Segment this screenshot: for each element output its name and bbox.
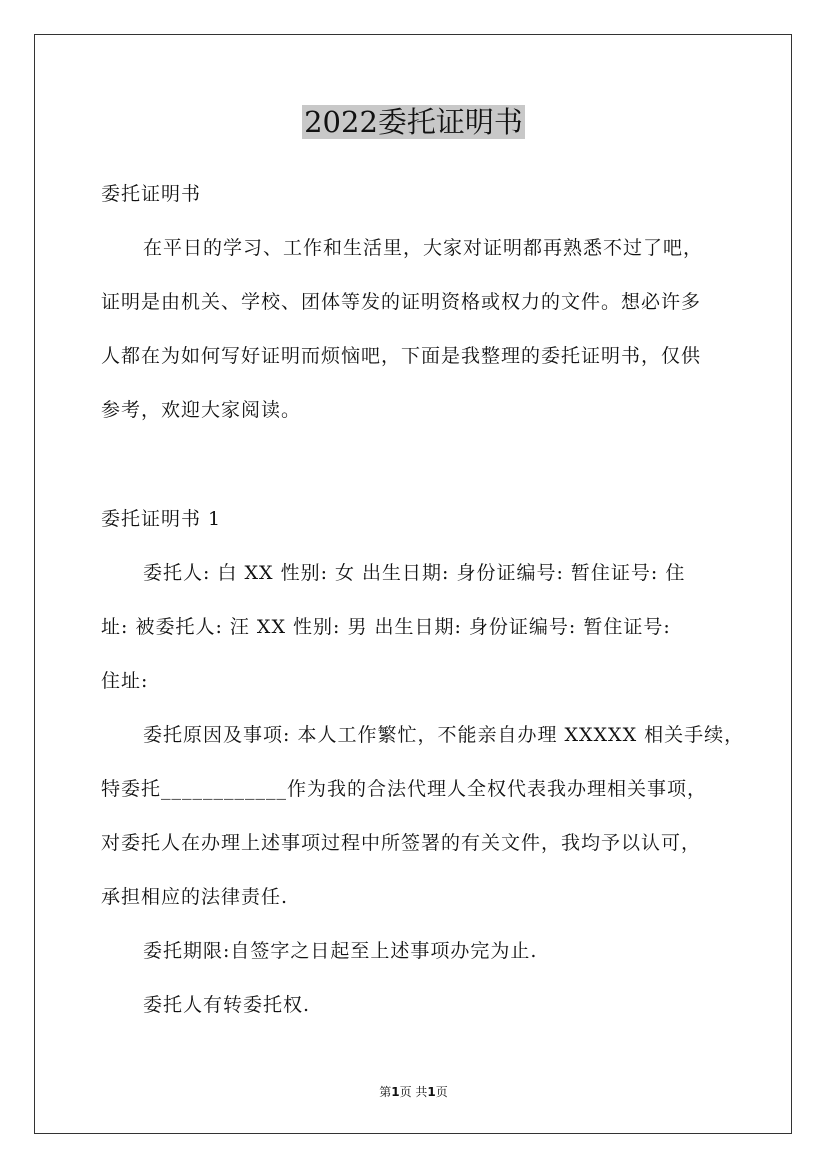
footer-total-suffix: 页 (435, 1085, 448, 1099)
page-footer (0, 1083, 827, 1101)
paragraph-line: 人都在为如何写好证明而烦恼吧，下面是我整理的委托证明书，仅供 (101, 345, 702, 367)
subsection-heading: 委托证明书 1 (101, 508, 222, 530)
footer-total-pages: 1 (427, 1085, 436, 1099)
document-title (0, 102, 827, 142)
paragraph-line: 承担相应的法律责任. (101, 886, 289, 908)
paragraph-line: 委托期限:自签字之日起至上述事项办完为止. (143, 940, 538, 962)
paragraph-line: 参考，欢迎大家阅读。 (101, 399, 302, 421)
paragraph-line: 特委托____________作为我的合法代理人全权代表我办理相关事项， (101, 778, 708, 800)
paragraph-line: 住址: (101, 670, 149, 692)
paragraph-line: 在平日的学习、工作和生活里，大家对证明都再熟悉不过了吧， (143, 237, 704, 259)
title-text: 2022委托证明书 (304, 105, 523, 139)
paragraph-line: 委托原因及事项: 本人工作繁忙，不能亲自办理 XXXXX 相关手续， (143, 724, 745, 746)
paragraph-line: 委托人有转委托权. (143, 994, 311, 1016)
section-heading: 委托证明书 (101, 183, 202, 205)
footer-page-prefix: 第 (379, 1085, 392, 1099)
footer-page-number: 1 (391, 1085, 400, 1099)
paragraph-line: 证明是由机关、学校、团体等发的证明资格或权力的文件。想必许多 (101, 291, 702, 313)
paragraph-line: 对委托人在办理上述事项过程中所签署的有关文件，我均予以认可， (101, 832, 702, 854)
footer-page-suffix: 页 共 (399, 1085, 428, 1099)
paragraph-line: 委托人: 白 XX 性别: 女 出生日期: 身份证编号: 暂住证号: 住 (143, 562, 686, 584)
paragraph-line: 址: 被委托人: 汪 XX 性别: 男 出生日期: 身份证编号: 暂住证号: (101, 616, 671, 638)
